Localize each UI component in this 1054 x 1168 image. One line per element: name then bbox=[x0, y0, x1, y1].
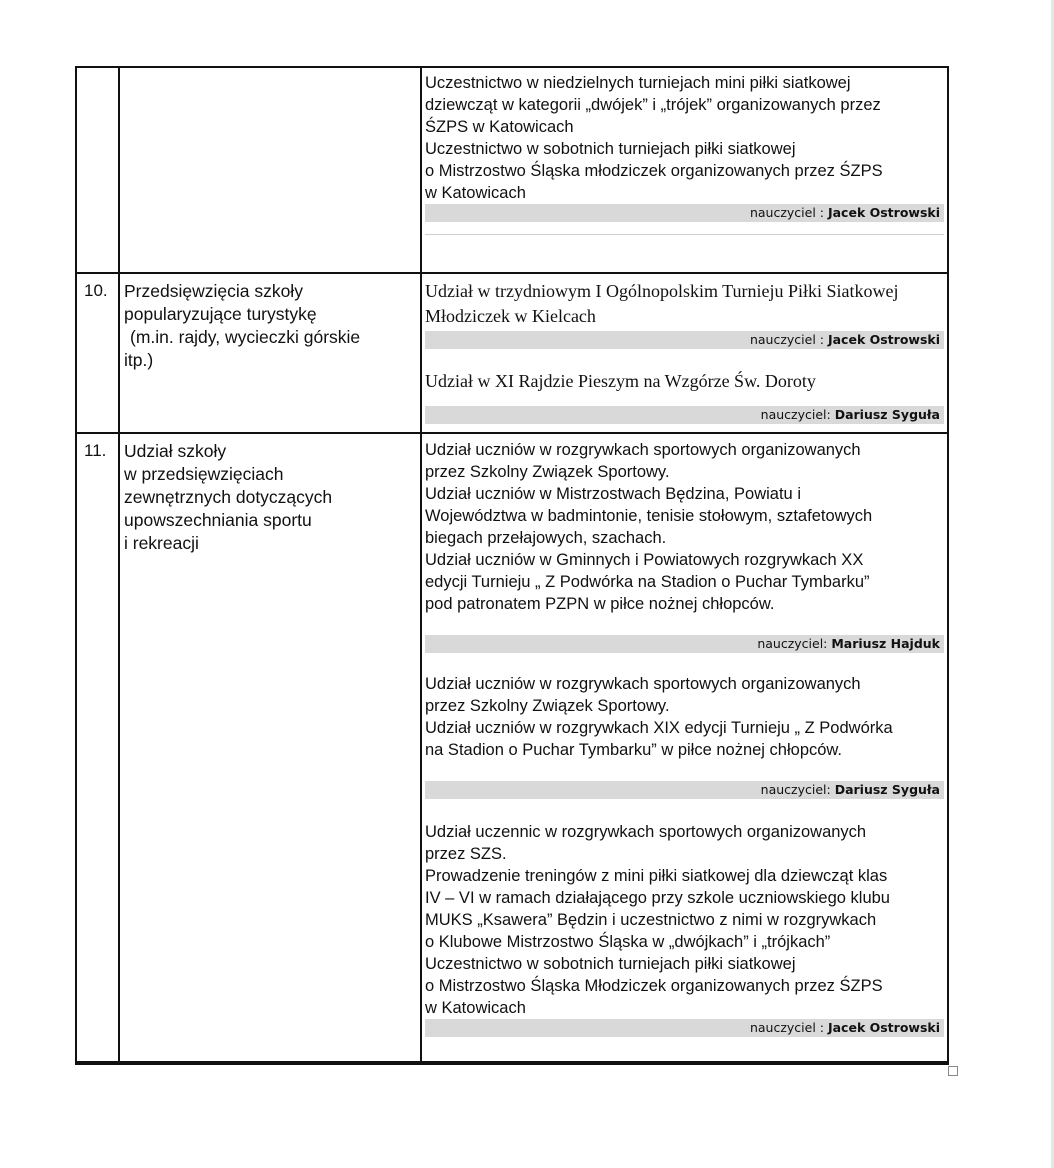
activity-line: Udział uczniów w rozgrywkach sportowych organizowanych bbox=[425, 675, 861, 693]
activities-table bbox=[75, 66, 949, 1065]
activity-line: dziewcząt w kategorii „dwójek” i „trójek” organizowanych przez bbox=[425, 96, 881, 114]
teacher-name: Jacek Ostrowski bbox=[827, 205, 940, 220]
teacher-label: nauczyciel : bbox=[749, 1020, 828, 1035]
teacher-label: nauczyciel : bbox=[749, 205, 828, 220]
row-description: Udział szkoły w przedsięwzięciach zewnętrznych dotyczących upowszechniania sportu i rekreacji bbox=[124, 441, 333, 553]
activity-line: o Mistrzostwo Śląska młodziczek organizowanych przez ŚZPS bbox=[425, 162, 883, 180]
activity-line: w Katowicach bbox=[425, 999, 526, 1017]
activity-line: na Stadion o Puchar Tymbarku” w piłce nożnej chłopców. bbox=[425, 741, 843, 759]
divider bbox=[425, 234, 944, 235]
activity-paragraph bbox=[425, 673, 944, 761]
table-row bbox=[76, 273, 948, 433]
teacher-label: nauczyciel: bbox=[760, 782, 835, 797]
teacher-label: nauczyciel: bbox=[757, 636, 832, 651]
activity-line: Udział uczniów w Gminnych i Powiatowych rozgrywkach XX bbox=[425, 551, 864, 569]
row-number-cell: 10. bbox=[76, 273, 119, 433]
activity-line: ŚZPS w Katowicach bbox=[425, 118, 574, 136]
activity-line: pod patronatem PZPN w piłce nożnej chłopców. bbox=[425, 595, 775, 613]
activity-line: MUKS „Ksawera” Będzin i uczestnictwo z nimi w rozgrywkach bbox=[425, 911, 877, 929]
activity-line: o Klubowe Mistrzostwo Śląska w „dwójkach” i „trójkach” bbox=[425, 933, 831, 951]
activity-line: biegach przełajowych, szachach. bbox=[425, 529, 667, 547]
activity-line: Prowadzenie treningów z mini piłki siatkowej dla dziewcząt klas bbox=[425, 867, 888, 885]
activity-line: przez Szkolny Związek Sportowy. bbox=[425, 463, 670, 481]
teacher-bar bbox=[425, 781, 944, 799]
row-number-cell: 11. bbox=[76, 433, 119, 1063]
teacher-name: Mariusz Hajduk bbox=[831, 636, 940, 651]
teacher-label: nauczyciel : bbox=[749, 332, 828, 347]
teacher-bar bbox=[425, 331, 944, 349]
activity-line: Udział uczennic w rozgrywkach sportowych organizowanych bbox=[425, 823, 867, 841]
activity-line: IV – VI w ramach działającego przy szkole uczniowskiego klubu bbox=[425, 889, 890, 907]
teacher-name: Jacek Ostrowski bbox=[827, 1020, 940, 1035]
teacher-bar bbox=[425, 635, 944, 653]
activity-line: Uczestnictwo w sobotnich turniejach piłki siatkowej bbox=[425, 140, 796, 158]
teacher-bar bbox=[425, 1019, 944, 1037]
activity-line: o Mistrzostwo Śląska Młodziczek organizowanych przez ŚZPS bbox=[425, 977, 883, 995]
activity-line: Udział uczniów w rozgrywkach sportowych organizowanych bbox=[425, 441, 861, 459]
activity-paragraph bbox=[425, 821, 944, 1019]
teacher-name: Dariusz Syguła bbox=[834, 782, 940, 797]
activity-line: Udział uczniów w Mistrzostwach Będzina, Powiatu i bbox=[425, 485, 801, 503]
activity-line: przez SZS. bbox=[425, 845, 507, 863]
row-description: Przedsięwzięcia szkoły popularyzujące turystykę (m.in. rajdy, wycieczki górskie itp.) bbox=[124, 281, 361, 370]
activity-line: Udział w XI Rajdzie Pieszym na Wzgórze Św. Doroty bbox=[425, 371, 816, 391]
activity-line: Uczestnictwo w sobotnich turniejach piłki siatkowej bbox=[425, 955, 796, 973]
row-activities-cell bbox=[421, 273, 948, 433]
activity-line: Młodziczek w Kielcach bbox=[425, 306, 596, 326]
activity-line: przez Szkolny Związek Sportowy. bbox=[425, 697, 670, 715]
activity-line: Województwa w badmintonie, tenisie stołowym, sztafetowych bbox=[425, 507, 873, 525]
activity-paragraph bbox=[425, 279, 944, 329]
row-number-cell bbox=[76, 67, 119, 273]
table-resize-handle[interactable] bbox=[948, 1066, 958, 1076]
teacher-name: Dariusz Syguła bbox=[834, 407, 940, 422]
table-row bbox=[76, 433, 948, 1063]
table-row bbox=[76, 67, 948, 273]
row-activities-cell bbox=[421, 433, 948, 1063]
row-description-cell bbox=[119, 433, 421, 1063]
activity-line: Udział w trzydniowym I Ogólnopolskim Turnieju Piłki Siatkowej bbox=[425, 281, 899, 301]
teacher-bar bbox=[425, 406, 944, 424]
teacher-name: Jacek Ostrowski bbox=[827, 332, 940, 347]
activity-line: Uczestnictwo w niedzielnych turniejach mini piłki siatkowej bbox=[425, 74, 851, 92]
activity-line: w Katowicach bbox=[425, 184, 526, 202]
row-description-cell bbox=[119, 273, 421, 433]
activity-line: edycji Turnieju „ Z Podwórka na Stadion o Puchar Tymbarku” bbox=[425, 573, 870, 591]
activity-line: Udział uczniów w rozgrywkach XIX edycji Turnieju „ Z Podwórka bbox=[425, 719, 893, 737]
activity-paragraph bbox=[425, 369, 944, 394]
teacher-label: nauczyciel: bbox=[760, 407, 835, 422]
row-description-cell bbox=[119, 67, 421, 273]
activity-paragraph bbox=[425, 439, 944, 615]
teacher-bar bbox=[425, 204, 944, 222]
activity-paragraph bbox=[425, 72, 944, 204]
row-activities-cell bbox=[421, 67, 948, 273]
